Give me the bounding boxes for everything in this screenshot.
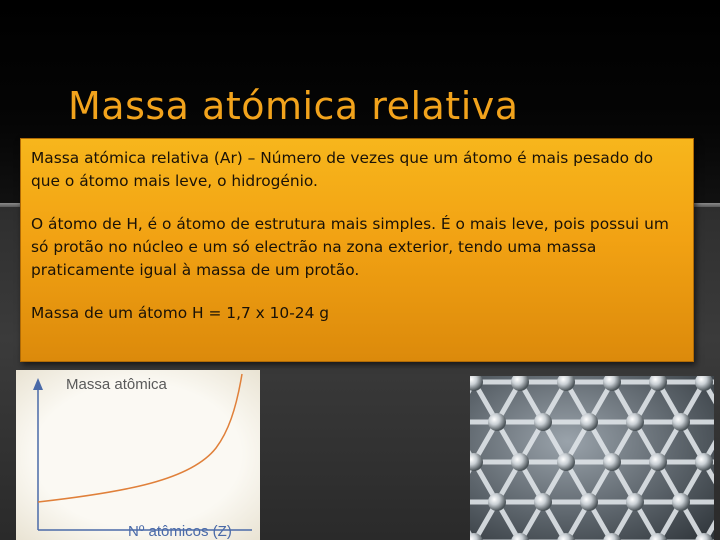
definition-paragraph: Massa atómica relativa (Ar) – Número de vezes que um átomo é mais pesado do que o átomo mais leve, o hidrogénio. xyxy=(31,149,654,190)
lattice-node xyxy=(580,493,598,511)
lattice-node xyxy=(626,493,644,511)
atomic-mass-chart xyxy=(16,370,260,540)
lattice-node xyxy=(649,453,667,471)
crystal-lattice-image xyxy=(470,376,714,540)
lattice-node xyxy=(672,413,690,431)
lattice-node xyxy=(470,376,483,391)
lattice-node xyxy=(511,453,529,471)
lattice-node xyxy=(580,413,598,431)
hydrogen-mass-paragraph: Massa de um átomo H = 1,7 x 10-24 g xyxy=(31,304,330,322)
content-text-box xyxy=(20,138,694,362)
lattice-node xyxy=(534,493,552,511)
lattice-node xyxy=(626,413,644,431)
lattice-node xyxy=(488,493,506,511)
lattice-node xyxy=(672,493,690,511)
chart-curve xyxy=(38,374,242,502)
lattice-node xyxy=(488,413,506,431)
chart-y-axis-arrow xyxy=(33,378,43,390)
lattice-node xyxy=(695,453,713,471)
hydrogen-paragraph: O átomo de H, é o átomo de estrutura mais simples. É o mais leve, pois possui um só protão no núcleo e um só electrão na zona exterior, tendo uma massa praticamente igual à massa de um protão. xyxy=(31,215,669,279)
chart-y-label: Massa atômica xyxy=(66,376,167,393)
lattice-node xyxy=(470,453,483,471)
slide-title: Massa atómica relativa xyxy=(68,84,519,128)
chart-x-label: Nº atômicos (Z) xyxy=(128,523,232,540)
lattice-node xyxy=(557,453,575,471)
lattice-node xyxy=(534,413,552,431)
lattice-node xyxy=(603,453,621,471)
